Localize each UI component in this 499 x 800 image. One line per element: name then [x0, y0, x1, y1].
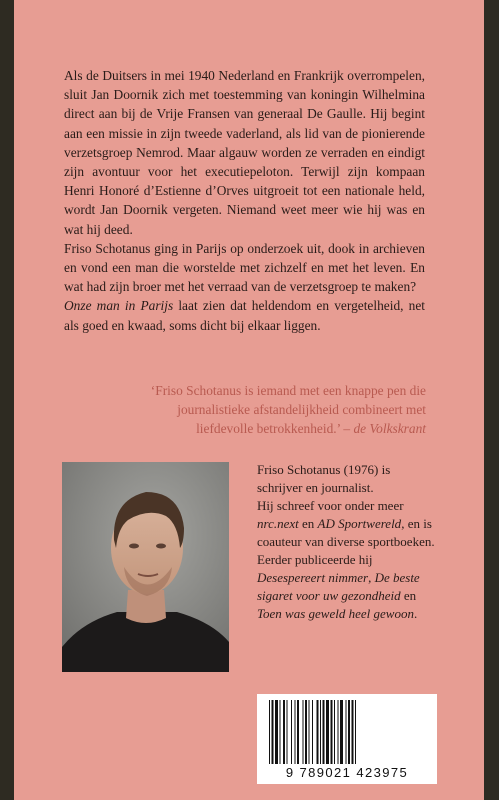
press-quote	[134, 381, 426, 438]
blurb-text	[64, 66, 425, 335]
bio-title-desespereert: Desespereert nimmer	[257, 570, 369, 585]
barcode-bar	[303, 700, 304, 764]
bio-text: en	[400, 588, 417, 603]
barcode-bar	[320, 700, 321, 764]
bio-text: en	[298, 516, 318, 531]
press-quote-text: ‘Friso Schotanus is iemand met een knappe pen die journalistieke afstandelijkheid combineert met liefdevolle betrokkenheid.’ –	[150, 383, 426, 436]
author-photo	[62, 462, 229, 672]
author-bio-intro: Friso Schotanus (1976) is schrijver en journalist.	[257, 462, 391, 495]
bio-text: ,	[368, 570, 375, 585]
isbn-number: 9 789021 423975	[285, 765, 409, 780]
book-title: Onze man in Parijs	[64, 298, 174, 314]
barcode-bar	[295, 700, 296, 764]
barcode-bar	[346, 700, 347, 764]
barcode-bar	[323, 700, 325, 764]
barcode-bar	[305, 700, 307, 764]
barcode-bar	[309, 700, 310, 764]
bio-text: , en is coauteur van diverse sportboeken. Eerder publiceerde hij	[257, 516, 435, 567]
barcode-bar	[317, 700, 319, 764]
author-portrait-image	[62, 462, 229, 672]
bio-title-ad: AD Sportwereld	[317, 516, 402, 531]
barcode-bar	[275, 700, 278, 764]
barcode-bar	[355, 700, 356, 764]
barcode-bar	[283, 700, 285, 764]
barcode-bar	[312, 700, 313, 764]
barcode-bar	[340, 700, 343, 764]
bio-title-sigaret: De beste sigaret voor uw gezondheid	[257, 570, 420, 603]
barcode-bar	[338, 700, 339, 764]
barcode-bar	[352, 700, 354, 764]
barcode-bar	[334, 700, 335, 764]
barcode-bar	[297, 700, 299, 764]
barcode-bar	[331, 700, 333, 764]
blurb-paragraph-1: Als de Duitsers in mei 1940 Nederland en Frankrijk overrompelen, sluit Jan Doornik zich met toestemming van koningin Wilhelmina direct aan bij de Vrije Fransen van generaal De Gaulle. Hij begint aan een missie in zijn tweede vaderland, als lid van de pionierende verzetsgroep Nemrod. Maar algauw worden ze verraden en eindigt zijn avontuur voor het executiepeloton. Terwijl zijn kompaan Henri Honoré d’Estienne d’Orves uitgroeit tot een nationale held, wordt Jan Doornik vergeten. Niemand weet meer wie hij was en wat hij deed.	[64, 68, 425, 237]
blurb-paragraph-3	[64, 296, 425, 334]
bio-title-nrc: nrc.next	[257, 516, 299, 531]
isbn-barcode	[257, 694, 437, 784]
bio-text: .	[413, 606, 418, 621]
barcode-bar	[280, 700, 281, 764]
blurb-paragraph-3-rest: laat zien dat heldendom en vergetelheid, net als goed en kwaad, soms dicht bij elkaar liggen.	[64, 298, 425, 333]
bio-text: Hij schreef voor onder meer	[257, 498, 404, 513]
bio-title-geweld: Toen was geweld heel gewoon	[257, 606, 414, 621]
barcode-bar	[287, 700, 288, 764]
press-quote-source: de Volkskrant	[353, 421, 426, 436]
blurb-paragraph-2: Friso Schotanus ging in Parijs op onderzoek uit, dook in archieven en vond een man die worstelde met zichzelf en met het leven. En wat had zijn broer met het verraad van de verzetsgroep te maken?	[64, 240, 425, 295]
barcode-bar	[272, 700, 274, 764]
barcode-bars	[257, 700, 437, 770]
barcode-bar	[326, 700, 329, 764]
barcode-bar	[348, 700, 350, 764]
author-bio	[257, 461, 437, 623]
barcode-bar	[291, 700, 292, 764]
barcode-bar	[269, 700, 270, 764]
